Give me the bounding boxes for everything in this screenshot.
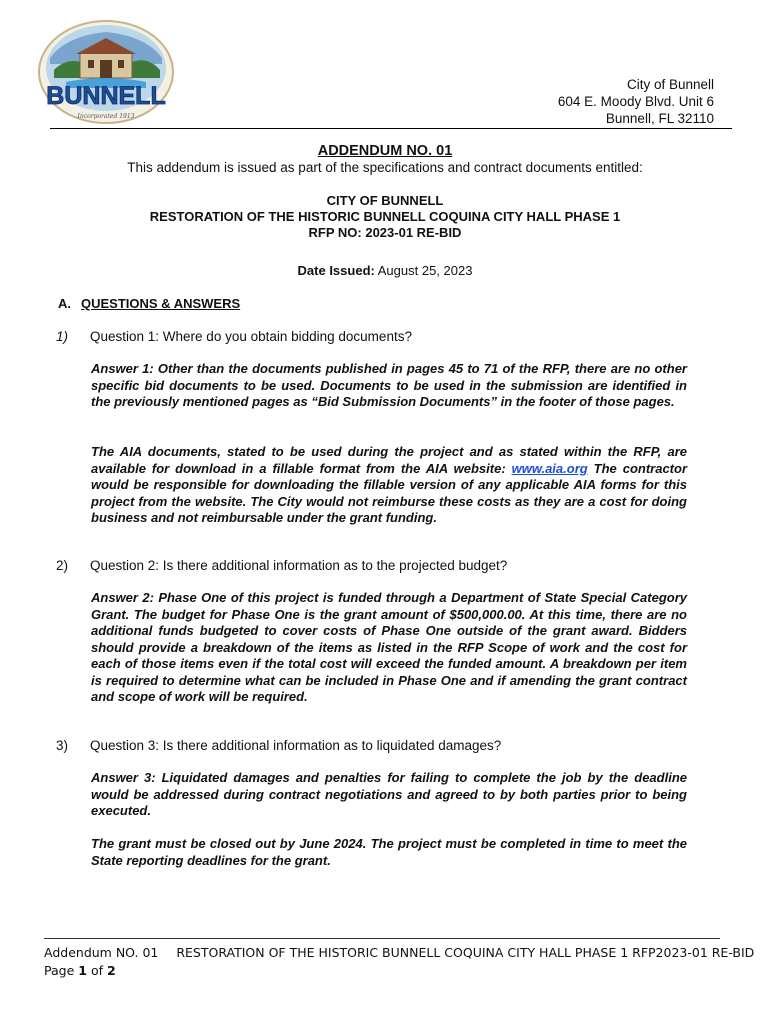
logo-text: BUNNELL <box>46 82 166 110</box>
address-line-3: Bunnell, FL 32110 <box>605 111 714 126</box>
question-3-text: Question 3: Is there additional information as to liquidated damages? <box>90 738 502 753</box>
addendum-title: ADDENDUM NO. 01 <box>317 143 453 159</box>
project-owner: CITY OF BUNNELL <box>326 193 444 208</box>
question-2-number: 2) <box>56 558 69 573</box>
answer-1-aia-note <box>91 444 687 527</box>
page-number: Page 1 of 2 <box>44 963 116 978</box>
answer-3-grant-note: The grant must be closed out by June 2024. The project must be completed in time to meet the State reporting deadlines for the grant. <box>91 836 687 868</box>
header-divider <box>50 128 732 129</box>
answer-2: Answer 2: Phase One of this project is funded through a Department of State Special Category Grant. The budget for Phase One is the grant amount of $500,000.00. At this time, there are no additional funds budgeted to cover costs of Phase One outside of the grant award. Bidders should provide a breakdown of the items as listed in the RFP Scope of work and the cost for each of those items even if the total cost will exceed the funded amount. A breakdown per item is required to determine what can be included in Phase One and if amending the grant contract and scope of work will be required. <box>91 590 687 704</box>
rfp-number: RFP NO: 2023-01 RE-BID <box>308 225 462 240</box>
section-title: QUESTIONS & ANSWERS <box>81 296 241 311</box>
address-line-2: 604 E. Moody Blvd. Unit 6 <box>557 94 714 109</box>
footer-divider <box>44 938 720 939</box>
answer-3: Answer 3: Liquidated damages and penalties for failing to complete the job by the deadline would be addressed during contract negotiations and agreed to by both parties prior to being executed. <box>91 770 687 818</box>
date-issued <box>0 263 770 278</box>
page-footer <box>44 944 754 980</box>
date-issued-label: Date Issued: <box>297 263 375 278</box>
logo-subtext: Incorporated 1913 <box>77 113 135 120</box>
question-1 <box>56 329 412 344</box>
address-line-1: City of Bunnell <box>626 77 714 92</box>
question-3 <box>56 738 501 753</box>
project-title: RESTORATION OF THE HISTORIC BUNNELL COQUINA CITY HALL PHASE 1 <box>149 209 621 224</box>
city-seal-logo <box>36 18 176 126</box>
answer-1-aia-text-cont: The contractor would be responsible for downloading the fillable version of any applicable AIA forms for this project from the website. The City would not reimburse these costs as they are a cost for doing business and not reimbursable under the grant funding. <box>91 460 688 525</box>
answer-1-aia-text: The AIA documents, stated to be used during the project and as stated within the RFP, are available for download in a fillable format from the AIA website: <box>91 444 687 476</box>
footer-addendum: Addendum NO. 01 <box>44 945 159 960</box>
city-address <box>558 76 714 127</box>
footer-project: RESTORATION OF THE HISTORIC BUNNELL COQUINA CITY HALL PHASE 1 RFP2023-01 RE-BID <box>176 945 755 960</box>
aia-website-link[interactable]: www.aia.org <box>511 460 588 476</box>
section-letter: A. <box>58 296 71 311</box>
addendum-intro: This addendum is issued as part of the specifications and contract documents entitled: <box>127 160 643 175</box>
answer-1: Answer 1: Other than the documents published in pages 45 to 71 of the RFP, there are no other specific bid documents to be used. Documents to be used in the submission are identified in the previously mentioned pages as “Bid Submission Documents” in the footer of those pages. <box>91 361 687 409</box>
question-3-number: 3) <box>56 738 69 753</box>
date-issued-value: August 25, 2023 <box>377 263 473 278</box>
question-2 <box>56 558 507 573</box>
question-1-number: 1) <box>56 329 69 344</box>
question-1-text: Question 1: Where do you obtain bidding documents? <box>90 329 412 344</box>
question-2-text: Question 2: Is there additional information as to the projected budget? <box>90 558 508 573</box>
section-heading <box>58 296 240 311</box>
